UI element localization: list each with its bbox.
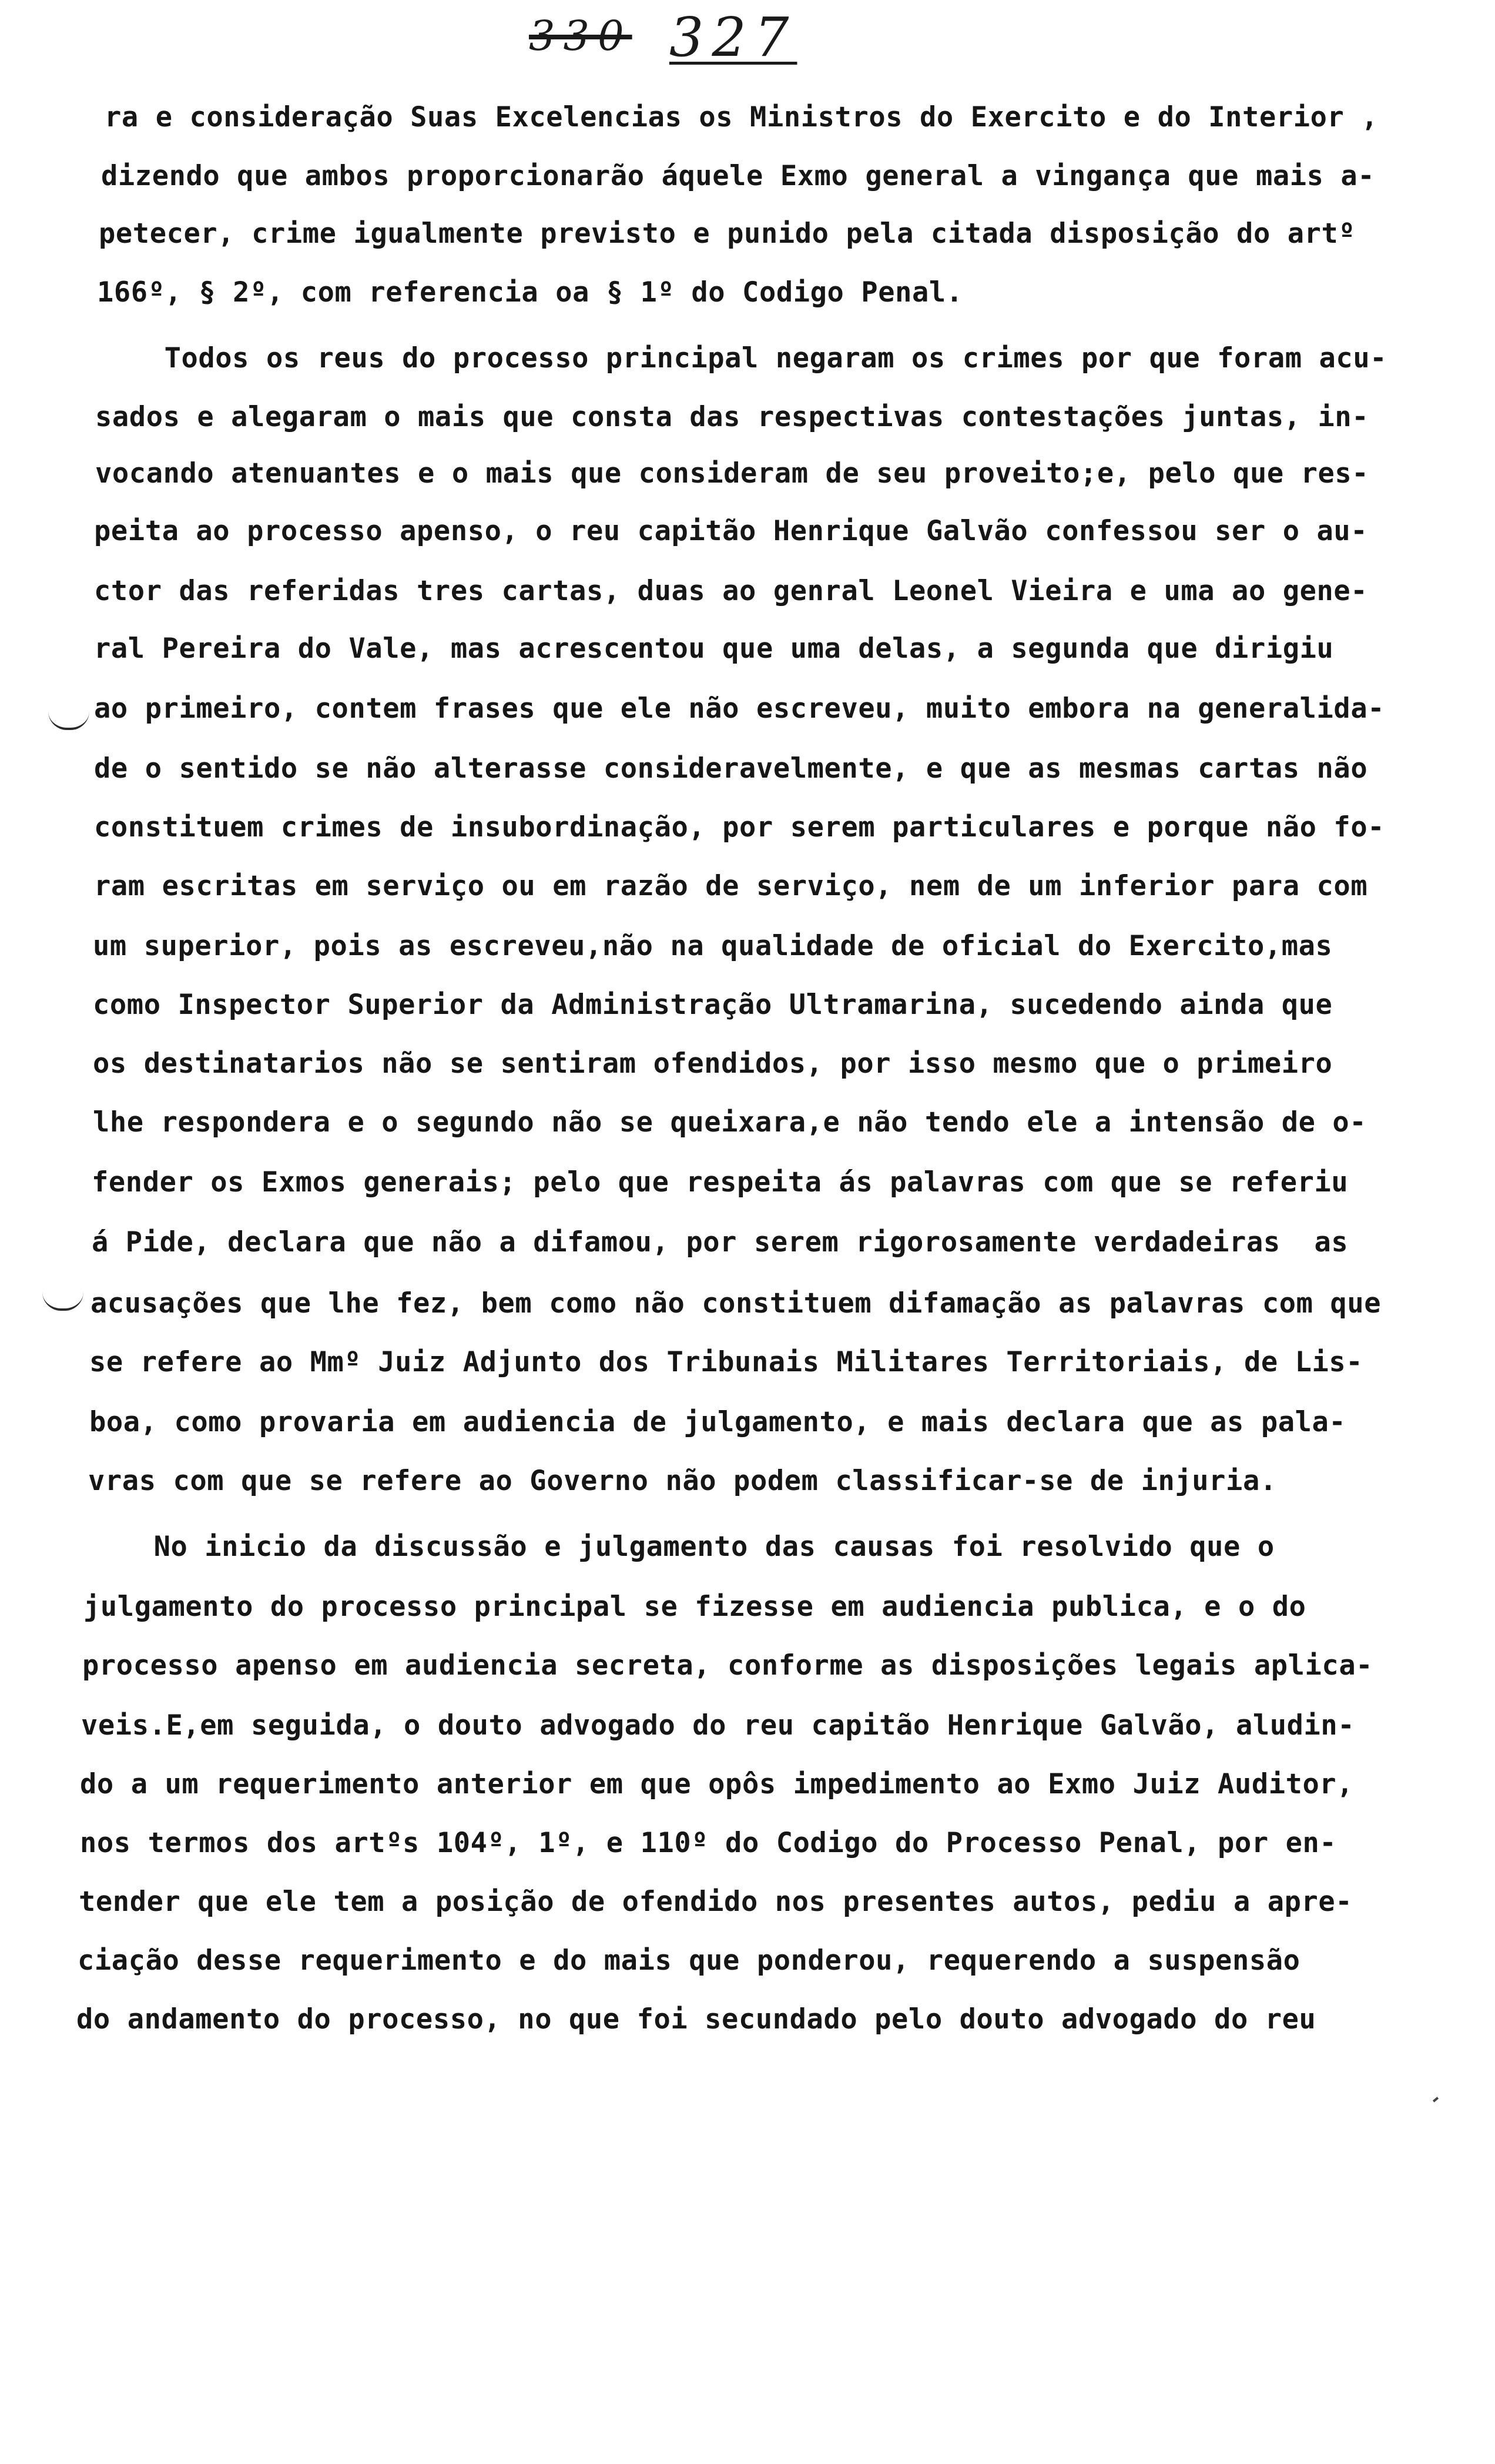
margin-check-mark: [48, 711, 89, 730]
text-line: ra e consideração Suas Excelencias os Ministros do Exercito e do Interior ,: [105, 101, 1379, 133]
margin-check-mark: [42, 1292, 83, 1311]
struck-page-number: 330: [529, 12, 632, 60]
text-line: petecer, crime igualmente previsto e punido pela citada disposição do artº: [99, 217, 1356, 250]
text-line: acusações que lhe fez, bem como não constituem difamação as palavras com que: [90, 1287, 1382, 1320]
text-line: ctor das referidas tres cartas, duas ao genral Leonel Vieira e uma ao gene-: [94, 575, 1368, 607]
text-line: os destinatarios não se sentiram ofendidos, por isso mesmo que o primeiro: [93, 1047, 1333, 1080]
text-line: do andamento do processo, no que foi secundado pelo douto advogado do reu: [76, 2003, 1316, 2036]
text-line: á Pide, declara que não a difamou, por serem rigorosamente verdadeiras as: [92, 1226, 1349, 1258]
text-line: veis.E,em seguida, o douto advogado do reu capitão Henrique Galvão, aludin-: [81, 1709, 1355, 1742]
text-line: vras com que se refere ao Governo não podem classificar-se de injuria.: [88, 1465, 1277, 1497]
text-line: boa, como provaria em audiencia de julgamento, e mais declara que as pala-: [89, 1406, 1346, 1438]
text-line: do a um requerimento anterior em que opôs impedimento ao Exmo Juiz Auditor,: [80, 1768, 1354, 1800]
text-line: ral Pereira do Vale, mas acrescentou que uma delas, a segunda que dirigiu: [94, 632, 1334, 665]
text-line: sados e alegaram o mais que consta das respectivas contestações juntas, in-: [95, 401, 1369, 433]
text-line: Todos os reus do processo principal negaram os crimes por que foram acu-: [96, 342, 1387, 374]
text-line: dizendo que ambos proporcionarão áquele Exmo general a vingança que mais a-: [101, 160, 1375, 192]
text-line: como Inspector Superior da Administração Ultramarina, sucedendo ainda que: [93, 989, 1333, 1021]
text-line: ram escritas em serviço ou em razão de serviço, nem de um inferior para com: [94, 870, 1368, 902]
text-line: constituem crimes de insubordinação, por serem particulares e porque não fo-: [94, 811, 1385, 843]
text-line: vocando atenuantes e o mais que consideram de seu proveito;e, pelo que res-: [95, 457, 1369, 490]
pen-mark: [1433, 2097, 1439, 2102]
text-line: ciação desse requerimento e do mais que ponderou, requerendo a suspensão: [78, 1944, 1300, 1977]
text-line: ao primeiro, contem frases que ele não escreveu, muito embora na generalida-: [94, 692, 1385, 725]
page-number: [529, 6, 797, 69]
text-line: um superior, pois as escreveu,não na qualidade de oficial do Exercito,mas: [93, 930, 1333, 962]
text-line: No inicio da discussão e julgamento das causas foi resolvido que o: [86, 1531, 1275, 1563]
text-line: lhe respondera e o segundo não se queixara,e não tendo ele a intensão de o-: [93, 1106, 1367, 1139]
text-line: de o sentido se não alterasse consideravelmente, e que as mesmas cartas não: [94, 752, 1368, 785]
text-line: tender que ele tem a posição de ofendido nos presentes autos, pediu a apre-: [79, 1886, 1353, 1918]
text-line: peita ao processo apenso, o reu capitão Henrique Galvão confessou ser o au-: [94, 515, 1368, 547]
text-line: nos termos dos artºs 104º, 1º, e 110º do Codigo do Processo Penal, por en-: [80, 1827, 1337, 1859]
current-page-number: 327: [669, 6, 797, 69]
text-line: se refere ao Mmº Juiz Adjunto dos Tribunais Militares Territoriais, de Lis-: [89, 1346, 1363, 1378]
text-line: 166º, § 2º, com referencia oa § 1º do Codigo Penal.: [97, 276, 963, 309]
text-line: fender os Exmos generais; pelo que respeita ás palavras com que se referiu: [92, 1166, 1349, 1198]
text-line: processo apenso em audiencia secreta, conforme as disposições legais aplica-: [82, 1649, 1373, 1682]
text-line: julgamento do processo principal se fizesse em audiencia publica, e o do: [83, 1591, 1306, 1623]
